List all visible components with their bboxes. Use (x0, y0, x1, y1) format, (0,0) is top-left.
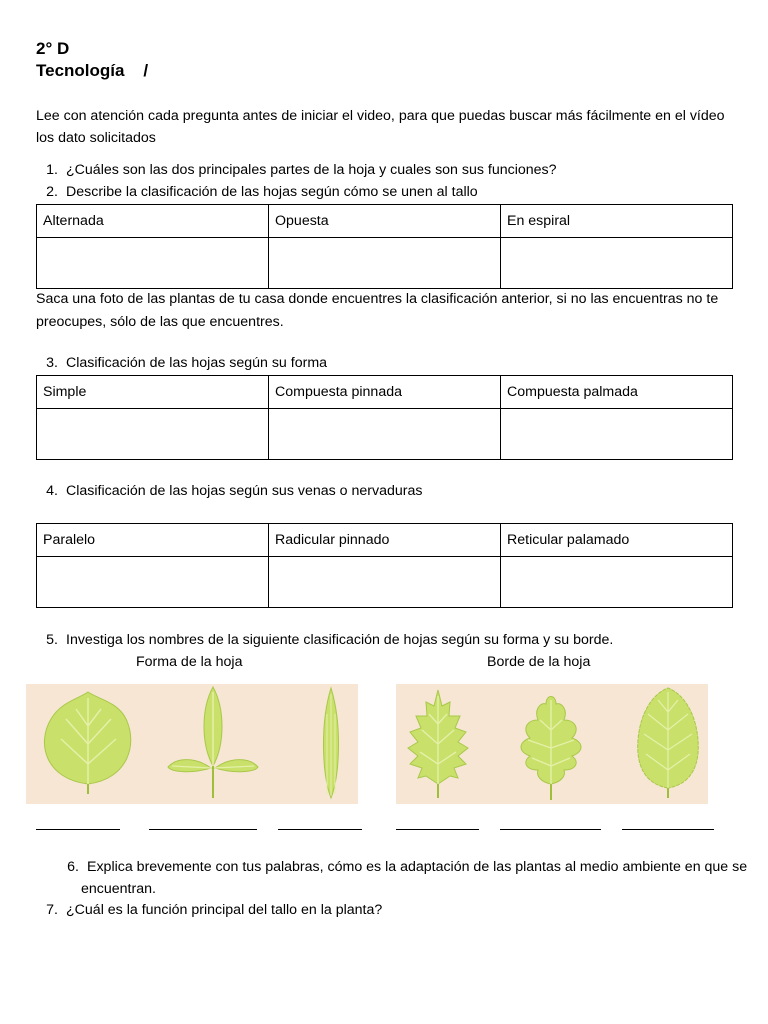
leaf-serrated-icon (408, 690, 468, 798)
table-header-cell: Alternada (37, 205, 269, 238)
answer-cell[interactable] (269, 409, 501, 460)
question-6: 6. Explica brevemente con tus palabras, cómo es la adaptación de las plantas al medio ambiente en que se encuentran. (67, 859, 748, 897)
answer-cell[interactable] (501, 238, 733, 289)
table-header-cell: En espiral (501, 205, 733, 238)
answer-blank[interactable] (149, 829, 257, 830)
intro-paragraph: Lee con atención cada pregunta antes de iniciar el video, para que puedas buscar más fácilmente en el vídeo los dato solicitados (36, 108, 725, 146)
leaf-oval-icon (638, 688, 699, 798)
label-borde: Borde de la hoja (487, 654, 591, 670)
subject-heading: Tecnología / (36, 61, 149, 80)
question-4: 4. Clasificación de las hojas según sus venas o nervaduras (46, 483, 423, 499)
table-leaf-shape (36, 375, 733, 460)
answer-blank[interactable] (36, 829, 120, 830)
leaf-trifoliate-icon (168, 687, 258, 798)
question-3: 3. Clasificación de las hojas según su forma (46, 355, 328, 371)
leaf-heart-icon (44, 692, 130, 794)
table-header-cell: Radicular pinnado (269, 524, 501, 557)
answer-blank[interactable] (500, 829, 601, 830)
table-leaf-veins (36, 523, 733, 608)
leaf-lanceolate-icon (323, 688, 338, 798)
answer-blank[interactable] (622, 829, 714, 830)
question-1: 1. ¿Cuáles son las dos principales partes de la hoja y cuales son sus funciones? (46, 162, 557, 178)
leaf-border-illustration (396, 684, 708, 804)
photo-note: Saca una foto de las plantas de tu casa donde encuentres la clasificación anterior, si no las encuentras no te preocupes, sólo de las que encuentres. (36, 291, 719, 330)
answer-blank[interactable] (278, 829, 362, 830)
leaf-shape-panel (26, 684, 358, 804)
answer-cell[interactable] (37, 238, 269, 289)
question-5: 5. Investiga los nombres de la siguiente clasificación de hojas según su forma y su borde. (46, 632, 614, 648)
question-7: 7. ¿Cuál es la función principal del tallo en la planta? (46, 902, 383, 918)
answer-cell[interactable] (269, 238, 501, 289)
table-header-cell: Reticular palamado (501, 524, 733, 557)
table-header-cell: Compuesta palmada (501, 376, 733, 409)
grade-heading: 2° D (36, 39, 70, 58)
answer-cell[interactable] (269, 557, 501, 608)
table-header-cell: Simple (37, 376, 269, 409)
answer-cell[interactable] (501, 409, 733, 460)
answer-cell[interactable] (37, 409, 269, 460)
leaf-shape-illustration (26, 684, 358, 804)
leaf-lobed-icon (521, 697, 581, 801)
table-leaf-arrangement (36, 204, 733, 289)
answer-cell[interactable] (37, 557, 269, 608)
question-2: 2. Describe la clasificación de las hojas según cómo se unen al tallo (46, 184, 478, 200)
answer-blank[interactable] (396, 829, 479, 830)
answer-cell[interactable] (501, 557, 733, 608)
table-header-cell: Paralelo (37, 524, 269, 557)
label-forma: Forma de la hoja (136, 654, 243, 670)
leaf-border-panel (396, 684, 708, 804)
table-header-cell: Compuesta pinnada (269, 376, 501, 409)
table-header-cell: Opuesta (269, 205, 501, 238)
